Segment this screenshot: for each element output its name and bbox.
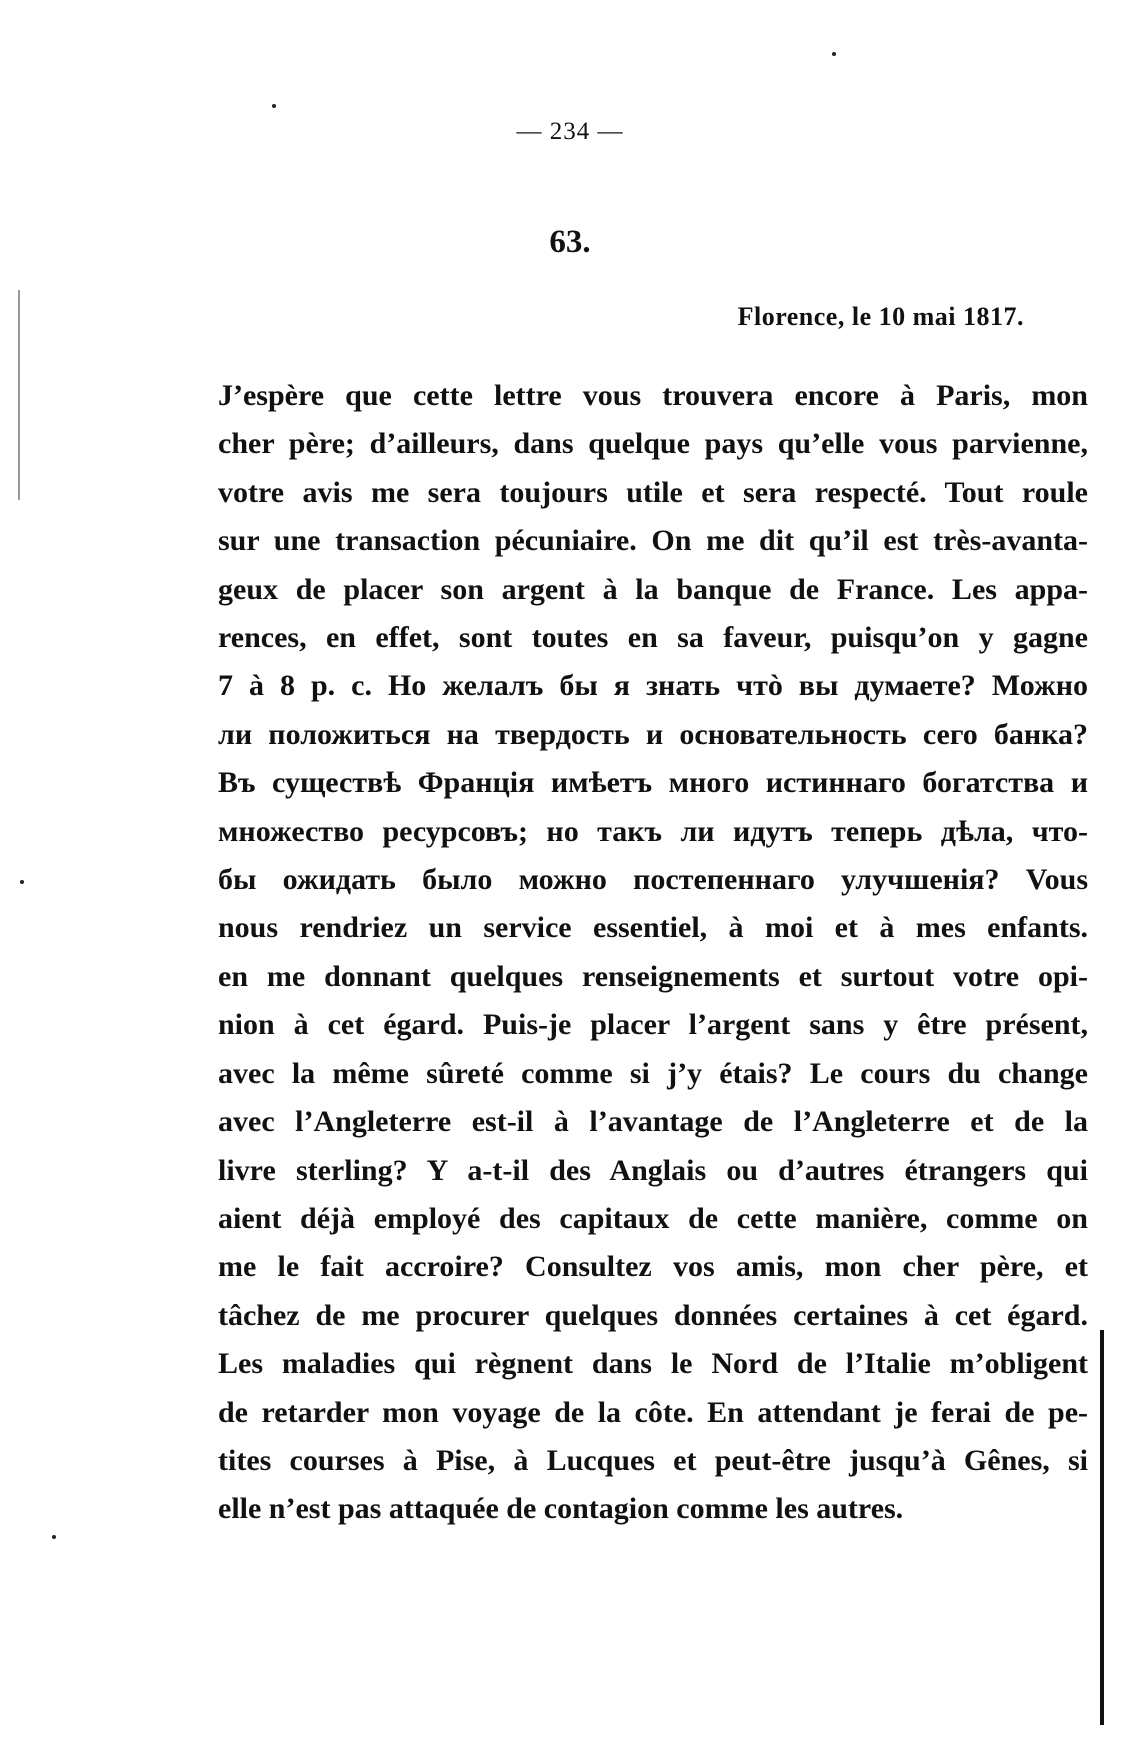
right-margin-rule <box>1100 1330 1104 1725</box>
body-line: livre sterling? Y a-t-il des Anglais ou d’autres étrangers qui <box>218 1153 1088 1187</box>
body-line: 7 à 8 p. c. Но желалъ бы я знать чтò вы думаете? Можно <box>218 669 1088 703</box>
body-line: avec l’Angleterre est-il à l’avantage de l’Angleterre et de la <box>218 1105 1088 1139</box>
print-speck <box>52 1535 56 1539</box>
body-line: cher père; d’ailleurs, dans quelque pays qu’elle vous parvienne, <box>218 427 1088 461</box>
body-line: rences, en effet, sont toutes en sa faveur, puisqu’on y gagne <box>218 621 1088 655</box>
left-margin-rule <box>18 290 20 500</box>
letter-number: 63. <box>549 224 591 260</box>
body-line: множество ресурсовъ; но такъ ли идутъ теперь дѣла, что- <box>218 814 1088 848</box>
letter-body <box>218 372 1088 1534</box>
body-line: me le fait accroire? Consultez vos amis, mon cher père, et <box>218 1250 1088 1284</box>
body-line: avec la même sûreté comme si j’y étais? Le cours du change <box>218 1056 1088 1090</box>
body-line: sur une transaction pécuniaire. On me dit qu’il est très-avanta- <box>218 524 1088 558</box>
print-speck <box>832 52 836 56</box>
print-speck <box>272 104 276 108</box>
body-line: aient déjà employé des capitaux de cette manière, comme on <box>218 1201 1088 1235</box>
body-line: Въ существѣ Францiя имѣетъ много истиннаго богатства и <box>218 766 1088 800</box>
body-line: nous rendriez un service essentiel, à moi et à mes enfants. <box>218 911 1088 945</box>
body-line: Les maladies qui règnent dans le Nord de l’Italie m’obligent <box>218 1347 1088 1381</box>
body-line: elle n’est pas attaquée de contagion comme les autres. <box>218 1492 904 1526</box>
body-line: de retarder mon voyage de la côte. En attendant je ferai de pe- <box>218 1395 1088 1429</box>
dateline: Florence, le 10 mai 1817. <box>737 302 1024 331</box>
body-line: en me donnant quelques renseignements et surtout votre opi- <box>218 959 1088 993</box>
body-line: ли положиться на твердость и основательность сего банка? <box>218 717 1088 751</box>
body-line: J’espère que cette lettre vous trouvera encore à Paris, mon <box>218 379 1088 412</box>
body-line: tites courses à Pise, à Lucques et peut-être jusqu’à Gênes, si <box>218 1443 1088 1477</box>
body-line: nion à cet égard. Puis-je placer l’argent sans y être présent, <box>218 1008 1088 1042</box>
print-speck <box>20 880 24 884</box>
body-line: votre avis me sera toujours utile et sera respecté. Tout roule <box>218 475 1088 509</box>
body-line: geux de placer son argent à la banque de France. Les appa- <box>218 572 1088 606</box>
body-line: tâchez de me procurer quelques données certaines à cet égard. <box>218 1298 1088 1332</box>
page-number: — 234 — <box>516 118 624 145</box>
body-line: бы ожидать было можно постепеннаго улучшенiя? Vous <box>218 863 1088 897</box>
